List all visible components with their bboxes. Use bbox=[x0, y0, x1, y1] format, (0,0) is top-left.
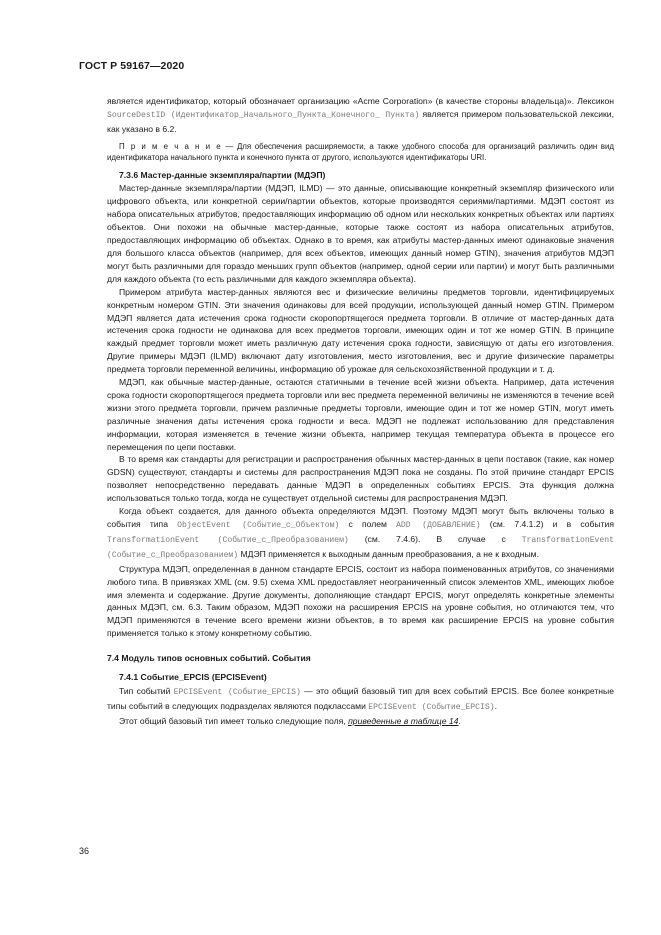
code-term: ADD (ДОБАВЛЕНИЕ) bbox=[396, 521, 481, 530]
section-heading-7-4-1: 7.4.1 Событие_EPCIS (EPCISEvent) bbox=[119, 672, 267, 683]
page-content bbox=[107, 95, 614, 728]
paragraph: Мастер-данные экземпляра/партии (МДЭП, ILMD) — это данные, описывающие конкретный экземпляр физического или цифрового объекта, или конкретной серии/партии объектов, которые производятся сериями/партиями. МДЭП состоят из набора описательных атрибутов, предоставляющих информацию об одном или нескольких конкретных объектах или партиях объектов. Они похожи на обычные мастер-данные, которые также состоят из набора описательных атрибутов, предоставляющих информацию об объектах. Однако в то время, как атрибуты мастер-данных имеют одинаковые значения для большого класса объектов (например, для всех объектов, имеющих данный номер GTIN), значения атрибутов МДЭП могут быть различными для гораздо меньших групп объектов (например, одной серии или партии) и могут быть различными для каждого объекта (то есть различными для каждого экземпляра объекта). bbox=[107, 183, 614, 284]
paragraph: Когда объект создается, для данного объекта определяются МДЭП. Поэтому МДЭП могут быть включены только в события типа ObjectEvent (Событие_с_Объектом) с полем ADD (ДОБАВЛЕНИЕ) (см. 7.4.1.2) и в события TransformationEvent (Событие_с_Преобразованием) (см. 7.4.6). В случае с TransformationEvent (Событие_с_Преобразованием) МДЭП применяется к выходным данным преобразования, а не к входным. bbox=[107, 506, 614, 560]
document-header: ГОСТ Р 59167—2020 bbox=[79, 60, 185, 72]
code-term: SourceDestID (Идентификатор_Начального_Пункта_Конечного_ Пункта) bbox=[107, 110, 420, 120]
page-number: 36 bbox=[79, 846, 90, 856]
note bbox=[107, 141, 614, 164]
section-heading-7-4: 7.4 Модуль типов основных событий. События bbox=[107, 653, 311, 664]
paragraph-continuation: является идентификатор, который обозначает организацию «Acme Corporation» (в качестве стороны владельца)». Лексикон SourceDestID (Идентификатор_Начального_Пункта_Конечного_ Пункта) является примером пользовательской лексики, как указано в 6.2. bbox=[107, 96, 614, 134]
paragraph: МДЭП, как обычные мастер-данные, остаются статичными в течение всей жизни объекта. Например, дата истечения срока годности скоропортящегося предмета торговли или вес предмета переменной величины не изменяются в течение всей жизни этого предмета торговли, причем различные предметы торговли, имеющие один и тот же номер GTIN, могут иметь различные значения даты истечения срока годности и веса. МДЭП не подлежат использованию для представления информации, которая изменяется в течение жизни объекта, например текущая температура объекта в процессе его перемещения по цепи поставки. bbox=[107, 377, 614, 452]
code-term: TransformationEvent (Событие_с_Преобразованием) bbox=[107, 535, 349, 545]
paragraph: Тип событий EPCISEvent (Событие_EPCIS) — это общий базовый тип для всех событий EPCIS. Все более конкретные типы событий в следующих подразделах являются подклассами EPCISEvent (Событие_EPCIS). bbox=[107, 685, 614, 712]
paragraph: Структура МДЭП, определенная в данном стандарте EPCIS, состоит из набора поименованных атрибутов, со значениями любого типа. В привязках XML (см. 9.5) схема XML предоставляет неограниченный список элементов XML, имеющих любое имя элемента и содержание. Другие документы, дополняющие стандарт EPCIS, могут определять конкретные элементы данных МДЭП, см. 6.3. Таким образом, МДЭП похожи на расширения EPCIS на уровне события, но отличаются тем, что МДЭП применяются в течение всего времени жизни объектов, в то время как расширение EPCIS на уровне события применяется только к этому конкретному событию. bbox=[107, 563, 614, 639]
code-term: EPCISEvent (Событие_EPCIS) bbox=[368, 702, 495, 712]
paragraph: Этот общий базовый тип имеет только следующие поля, приведенные в таблице 14. bbox=[119, 715, 461, 726]
paragraph: Примером атрибута мастер-данных являются вес и физические величины предметов торговли, идентифицируемых конкретным номером GTIN. Эти значения одинаковы для всей продукции, использующей данный номер GTIN. Примером МДЭП является дата истечения срока годности скоропортящегося предмета торговли. В отличие от мастер-данных дата истечения срока годности не одинакова для всех предметов торговли, имеющих один и тот же номер GTIN. В принципе каждый предмет торговли может иметь различную дату истечения срока годности, зависящую от даты его изготовления. Другие примеры МДЭП (ILMD) включают дату изготовления, место изготовления, вес и другие физические параметры предмета торговли переменной величины, информацию об урожае для сельскохозяйственной продукции и т. д. bbox=[107, 286, 614, 375]
note-text: — Для обеспечения расширяемости, а также удобного способа для организаций различить один вид идентификатора начального пункта и конечного пункта от другого, используются идентификаторы URI. bbox=[107, 141, 614, 163]
code-term: TransformationEvent (Событие_с_Преобразованием) bbox=[107, 535, 614, 560]
section-heading-7-3-6: 7.3.6 Мастер-данные экземпляра/партии (МДЭП) bbox=[119, 169, 326, 180]
table-reference-link[interactable]: приведенные в таблице 14 bbox=[348, 715, 459, 726]
paragraph: В то время как стандарты для регистрации и распространения обычных мастер-данных в цепи поставок (такие, как номер GDSN) существуют, стандарты и системы для распространения МДЭП пока не созданы. По этой причине стандарт EPCIS позволяет непосредственно передавать данные МДЭП в определенных событиях EPCIS. Эта функция должна использоваться только тогда, когда не существует отдельной системы для распространения МДЭП. bbox=[107, 454, 614, 504]
code-term: ObjectEvent (Событие_с_Объектом) bbox=[177, 521, 340, 530]
code-term: EPCISEvent (Событие_EPCIS) bbox=[173, 687, 301, 697]
note-label: П р и м е ч а н и е bbox=[119, 141, 222, 151]
